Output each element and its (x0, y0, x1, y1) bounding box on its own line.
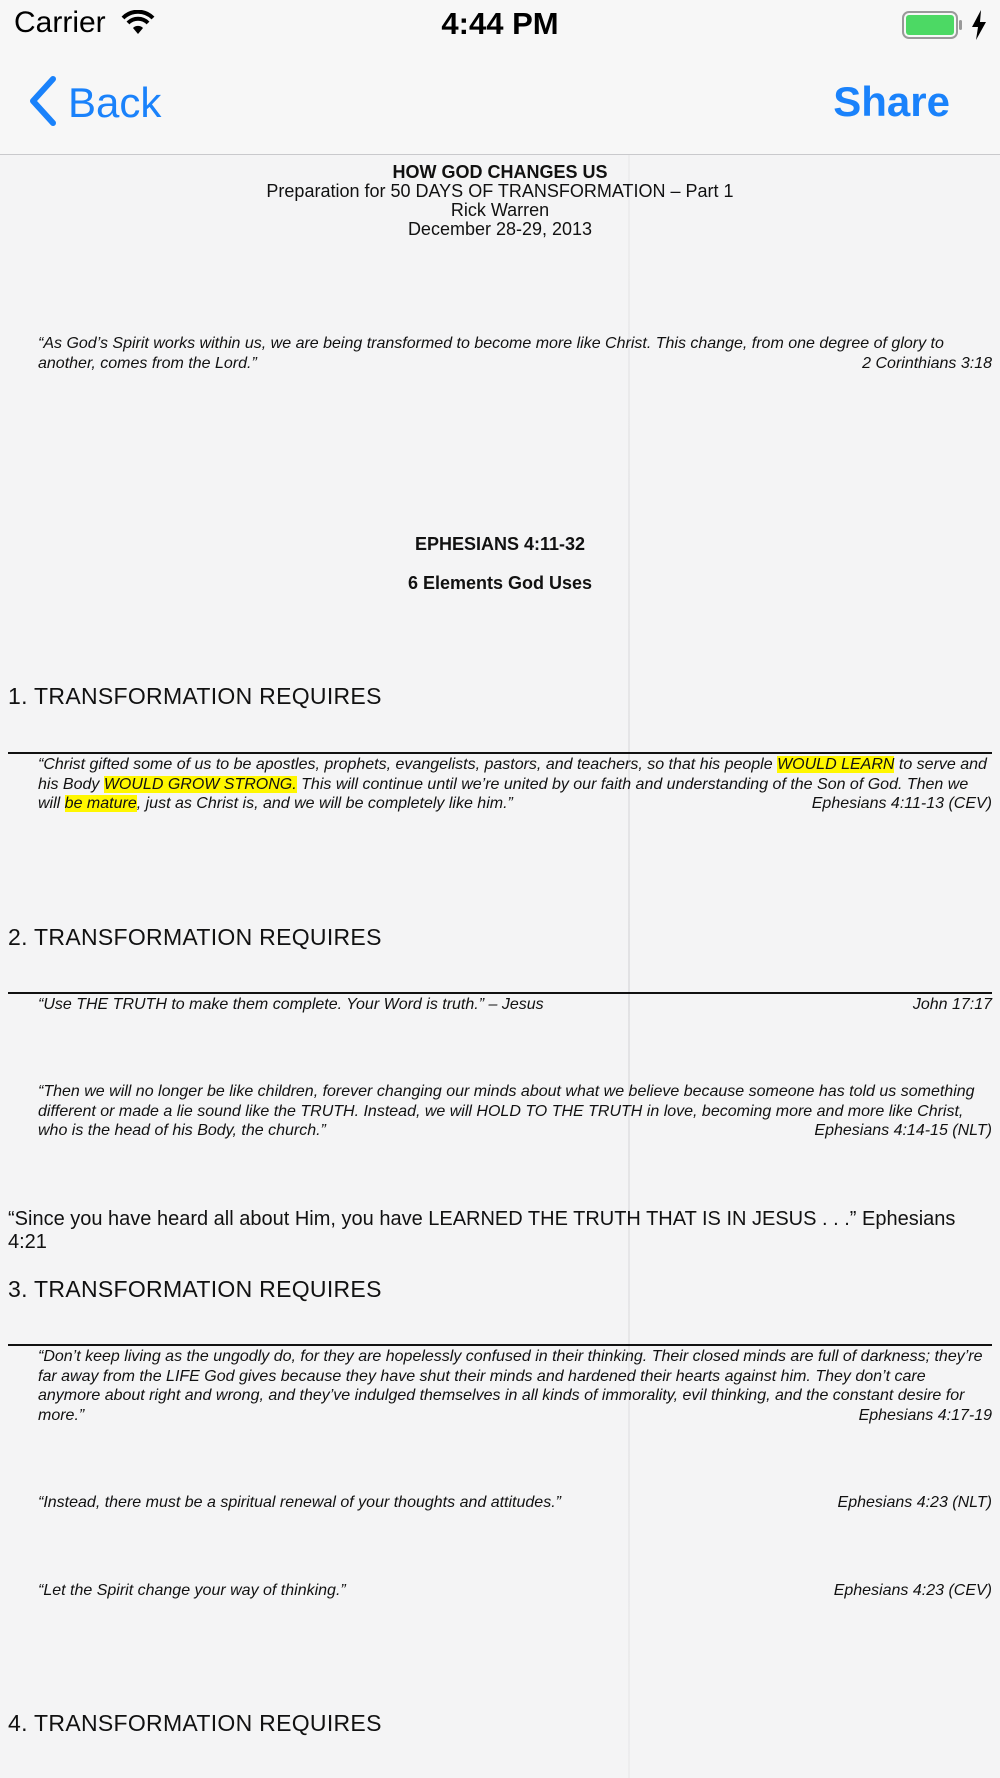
quote-text: “Don’t keep living as the ungodly do, for they are hopelessly confused in their thinking. Their closed minds are full of darkness; they’re far away from the LIFE God gives because they have shut their minds and hardened their hearts against him. They don’t care anymore about right and wrong, and they’ve indulged themselves in all kinds of immorality, evil thinking, and the constant desire for more.” (38, 1348, 983, 1424)
back-button[interactable] (28, 78, 161, 128)
section-1-quote-ref: Ephesians 4:11-13 (CEV) (811, 795, 992, 812)
doc-author: Rick Warren (450, 200, 550, 220)
carrier-label: Carrier (14, 6, 106, 39)
navigation-bar (0, 50, 1000, 155)
section-1-heading: 1. TRANSFORMATION REQUIRES (8, 683, 382, 709)
section-3-quote-1 (38, 1347, 992, 1425)
section-2-quote-2 (38, 1082, 992, 1141)
intro-quote-text: “As God’s Spirit works within us, we are being transformed to become more like Christ. This change, from one degree of glory to another, comes from the Lord.” (38, 335, 944, 372)
quote-text: “Then we will no longer be like children, forever changing our minds about what we believe because someone has told us something different or made a lie sound like the TRUTH. Instead, we will HOLD TO THE TRUTH in love, becoming more and more like Christ, who is the head of his Body, the church.” (38, 1083, 975, 1139)
highlighted-text: be mature (64, 795, 137, 812)
highlighted-text: WOULD GROW STRONG. (103, 775, 297, 793)
section-2-note: “Since you have heard all about Him, you have LEARNED THE TRUTH THAT IS IN JESUS . . .” Ephesians 4:21 (8, 1208, 956, 1253)
section-1-quote (38, 755, 992, 814)
section-3-quote-3 (38, 1581, 992, 1601)
section-3-quote-2 (38, 1493, 992, 1513)
quote-text: “Instead, there must be a spiritual renewal of your thoughts and attitudes.” (38, 1494, 561, 1511)
doc-title: HOW GOD CHANGES US (392, 162, 608, 182)
share-button[interactable]: Share (833, 78, 950, 125)
quote-text: , just as Christ is, and we will be completely like him.” (136, 795, 513, 812)
section-1-blank-line (8, 752, 992, 754)
quote-ref: Ephesians 4:23 (NLT) (837, 1494, 992, 1511)
passage-title: EPHESIANS 4:11-32 (414, 534, 586, 554)
quote-ref: John 17:17 (912, 996, 992, 1013)
back-button-label: Back (68, 79, 162, 126)
quote-text: “Use THE TRUTH to make them complete. Your Word is truth.” – Jesus (38, 996, 544, 1013)
section-3-blank-line (8, 1344, 992, 1346)
section-2-blank-line (8, 992, 992, 994)
highlighted-text: WOULD LEARN (777, 756, 895, 773)
section-2-quote-1 (38, 995, 992, 1015)
status-bar (0, 0, 1000, 50)
quote-text: This will continue until we’re united by our faith and understanding of the Son of God. Then we will (38, 775, 969, 812)
document-view[interactable] (0, 155, 1000, 1778)
doc-subtitle: Preparation for 50 DAYS OF TRANSFORMATION – Part 1 (266, 181, 734, 201)
section-4-heading: 4. TRANSFORMATION REQUIRES (8, 1710, 382, 1736)
charging-bolt-icon (970, 10, 988, 45)
doc-date: December 28-29, 2013 (407, 219, 593, 239)
quote-ref: Ephesians 4:23 (CEV) (833, 1582, 992, 1599)
status-time: 4:44 PM (441, 6, 559, 41)
quote-text: “Christ gifted some of us to be apostles, prophets, evangelists, pastors, and teachers, so that his people (38, 756, 778, 773)
section-2-heading: 2. TRANSFORMATION REQUIRES (8, 924, 382, 950)
quote-text: to serve and his Body (38, 756, 987, 793)
quote-ref: Ephesians 4:17-19 (858, 1406, 992, 1424)
quote-ref: Ephesians 4:14-15 (NLT) (814, 1122, 992, 1139)
battery-icon (902, 11, 964, 44)
intro-quote (38, 334, 992, 373)
section-3-heading: 3. TRANSFORMATION REQUIRES (8, 1276, 382, 1302)
intro-quote-ref: 2 Corinthians 3:18 (862, 354, 992, 372)
chevron-left-icon (28, 76, 58, 131)
page-fold-divider (628, 155, 630, 1778)
passage-subtitle: 6 Elements God Uses (407, 573, 593, 593)
quote-text: “Let the Spirit change your way of thinking.” (38, 1582, 346, 1599)
